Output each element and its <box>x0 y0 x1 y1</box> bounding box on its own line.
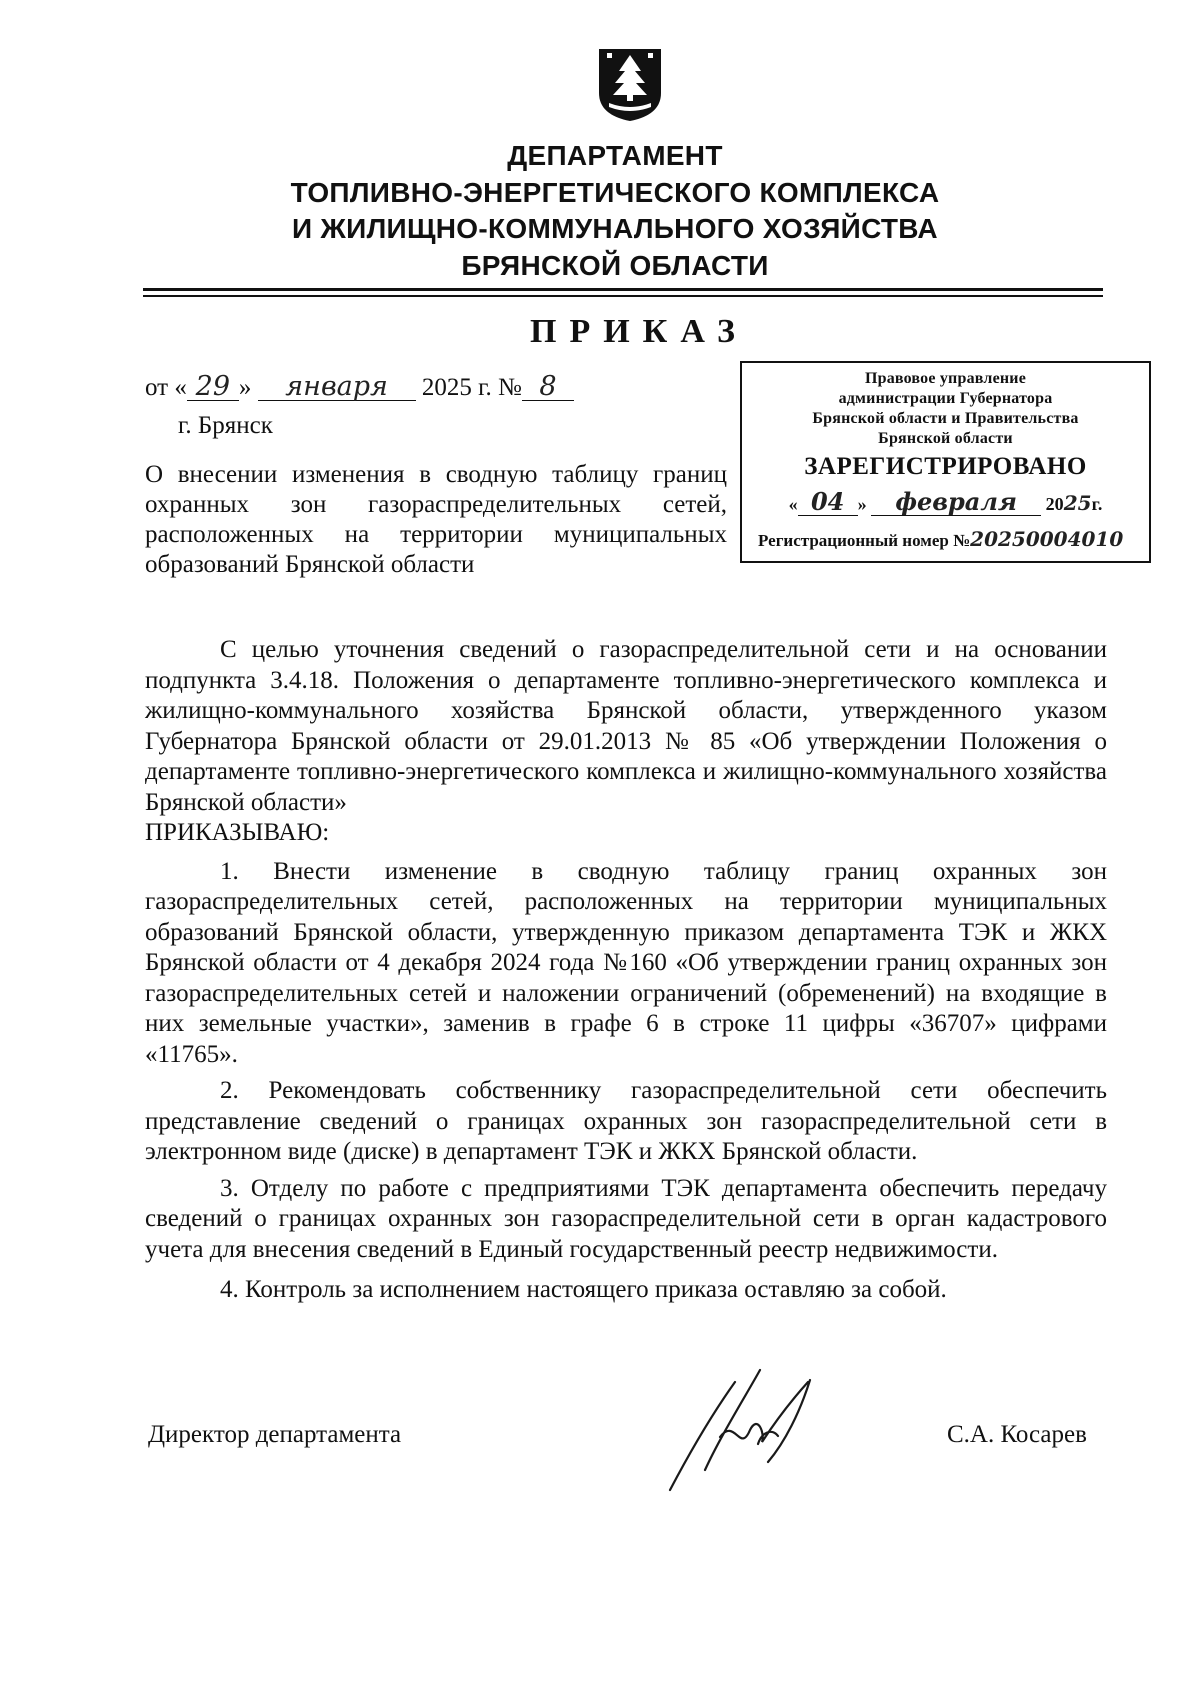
date-prefix: от « <box>145 374 187 401</box>
header-rule-thick <box>143 288 1103 291</box>
order-body <box>145 635 1107 1306</box>
order-date-line <box>145 371 574 402</box>
stamp-quote-close: » <box>857 494 867 514</box>
stamp-date <box>742 489 1149 516</box>
order-number: 8 <box>522 374 574 401</box>
date-quote-close: » <box>238 374 252 401</box>
stamp-quote-open: « <box>788 494 798 514</box>
stamp-reg-number: 20250004010 <box>970 527 1124 551</box>
order-subject: О внесении изменения в сводную таблицу границ охранных зон газораспределительных сетей, расположенных на территории муниципальных образований Брянской области <box>145 461 727 578</box>
body-item-2: 2. Рекомендовать собственнику газораспределительной сети обеспечить представление сведений о границах охранных зон газораспределительной сети в электронном виде (диске) в департамент ТЭК и ЖКХ Брянской области. <box>145 1077 1107 1165</box>
stamp-line-1: Правовое управление <box>864 370 1027 387</box>
order-year: 2025 г. <box>421 374 492 401</box>
stamp-year-prefix: 20 <box>1045 494 1064 514</box>
stamp-day: 04 <box>798 489 858 516</box>
stamp-reg-label: Регистрационный номер № <box>758 531 971 550</box>
header-line-1: ДЕПАРТАМЕНТ <box>507 140 723 171</box>
header-rule-thin <box>143 295 1103 297</box>
header-line-2: ТОПЛИВНО-ЭНЕРГЕТИЧЕСКОГО КОМПЛЕКСА <box>290 176 940 208</box>
body-order-word: ПРИКАЗЫВАЮ: <box>145 819 330 846</box>
order-title: ПРИКАЗ <box>530 313 748 350</box>
stamp-registered: ЗАРЕГИСТРИРОВАНО <box>804 453 1087 480</box>
order-number-label: № <box>498 374 522 401</box>
stamp-line-2: администрации Губернатора <box>838 390 1053 407</box>
signer-name: С.А. Косарев <box>947 1421 1087 1448</box>
registration-stamp <box>740 361 1151 563</box>
order-day: 29 <box>187 374 239 401</box>
signature-icon <box>650 1362 850 1502</box>
stamp-year-suffix: г. <box>1091 494 1103 514</box>
body-item-3: 3. Отделу по работе с предприятиями ТЭК департамента обеспечить передачу сведений о границах охранных зон газораспределительной сети в орган кадастрового учета для внесения сведений в Единый государственный реестр недвижимости. <box>145 1174 1107 1263</box>
body-item-1: 1. Внести изменение в сводную таблицу границ охранных зон газораспределительных сетей, расположенных на территории муниципальных образований Брянской области, утвержденную приказом департамента ТЭК и ЖКХ Брянской области от 4 декабря 2024 года №160 «Об утверждении границ охранных зон газораспределительных сетей и наложении ограничений (обременений) на входящие в них земельные участки», заменив в графе 6 в строке 11 цифры «36707» цифрами «11765». <box>145 857 1107 1068</box>
body-intro: С целью уточнения сведений о газораспределительной сети и на основании подпункта 3.4.18. Положения о департаменте топливно-энергетического комплекса и жилищно-коммунального хозяйства Брянской области, утвержденного указом Губернатора Брянской области от 29.01.2013 № 85 «Об утверждении Положения о департаменте топливно-энергетического комплекса и жилищно-коммунального хозяйства Брянской области» <box>145 636 1107 816</box>
stamp-line-3: Брянской области и Правительства <box>812 410 1079 427</box>
stamp-line-4: Брянской области <box>878 430 1013 447</box>
header-line-3: И ЖИЛИЩНО-КОММУНАЛЬНОГО ХОЗЯЙСТВА <box>292 213 938 244</box>
stamp-year: 25 <box>1063 491 1092 515</box>
signer-position: Директор департамента <box>148 1421 402 1448</box>
order-month: января <box>258 374 416 401</box>
header-line-4: БРЯНСКОЙ ОБЛАСТИ <box>461 249 769 281</box>
stamp-month: февраля <box>871 489 1041 516</box>
order-city: г. Брянск <box>178 412 273 439</box>
coat-of-arms-icon <box>595 45 665 123</box>
stamp-reg-number-line <box>742 526 1149 552</box>
body-item-4: 4. Контроль за исполнением настоящего приказа оставляю за собой. <box>220 1276 947 1303</box>
department-header <box>150 138 1080 284</box>
